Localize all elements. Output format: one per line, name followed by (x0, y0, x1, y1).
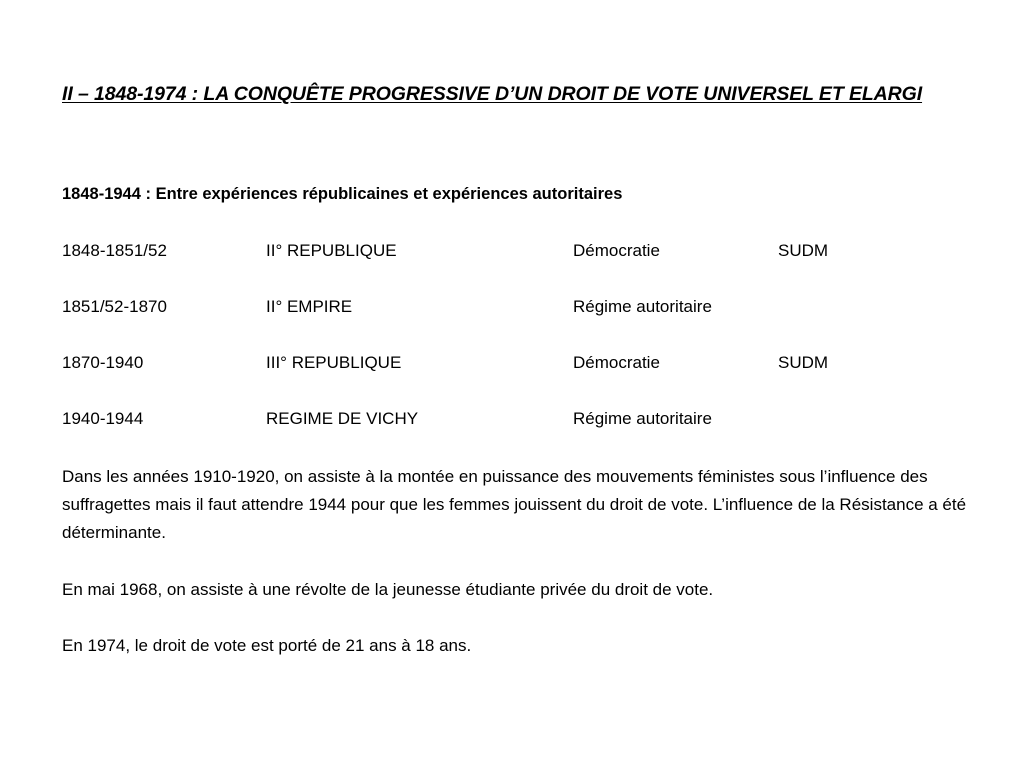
paragraph-feminist-movements: Dans les années 1910-1920, on assiste à la montée en puissance des mouvements féministes sous l’influence des suffragettes mais il faut attendre 1944 pour que les femmes jouissent du droit de vote. L’influence de la Résistance a été déterminante. (62, 467, 967, 542)
section-subtitle: 1848-1944 : Entre expériences républicaines et expériences autoritaires (62, 185, 623, 203)
timeline-period: 1848-1851/52 (62, 241, 167, 260)
timeline-regime-type: Démocratie (573, 241, 660, 260)
timeline-suffrage: SUDM (778, 241, 829, 260)
timeline-row (0, 241, 1024, 263)
paragraph-may-1968: En mai 1968, on assiste à une révolte de la jeunesse étudiante privée du droit de vote. (62, 580, 714, 599)
timeline-regime-type: Régime autoritaire (573, 409, 712, 428)
timeline-period: 1851/52-1870 (62, 297, 167, 316)
paragraph-1974: En 1974, le droit de vote est porté de 21 ans à 18 ans. (62, 636, 472, 655)
timeline-regime: II° REPUBLIQUE (266, 241, 397, 260)
timeline-period: 1940-1944 (62, 409, 144, 428)
timeline-regime-type: Démocratie (573, 353, 660, 372)
slide-title: II – 1848-1974 : LA CONQUÊTE PROGRESSIVE D’UN DROIT DE VOTE UNIVERSEL ET ELARGI (62, 83, 923, 105)
timeline-suffrage: SUDM (778, 353, 829, 372)
timeline-row (0, 353, 1024, 375)
timeline-regime: REGIME DE VICHY (266, 409, 419, 428)
timeline-regime: III° REPUBLIQUE (266, 353, 402, 372)
timeline-regime-type: Régime autoritaire (573, 297, 712, 316)
timeline-row (0, 297, 1024, 319)
timeline-period: 1870-1940 (62, 353, 144, 372)
timeline-row (0, 409, 1024, 431)
timeline-regime: II° EMPIRE (266, 297, 353, 316)
